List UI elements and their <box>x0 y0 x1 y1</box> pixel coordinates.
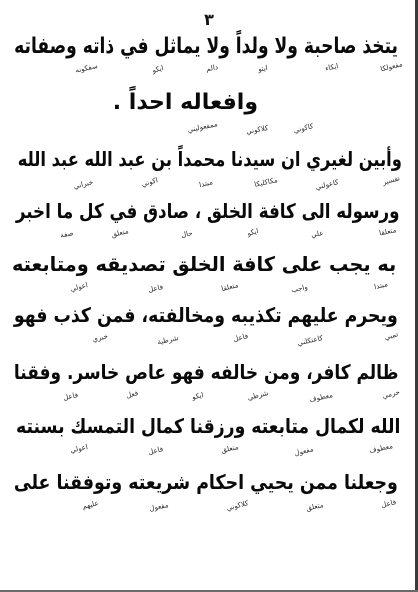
gloss-7-4: ايكو <box>191 391 204 402</box>
gloss-8-4: فاعل <box>147 445 164 457</box>
gloss-1-5: ايكو <box>150 64 164 75</box>
gloss-3-3: مكاكليكا <box>254 176 279 189</box>
gloss-6-3: فاعل <box>232 332 249 344</box>
gloss-4-1: متعلقا <box>378 226 397 238</box>
gloss-2-3: كاكوني <box>292 122 314 135</box>
gloss-8-1: معطوف <box>368 442 394 455</box>
gloss-4-4: حال <box>180 229 194 240</box>
text-line-3: وأبين لغيري ان سيدنا محمداً بن عبد الله عبد الله <box>17 147 402 171</box>
gloss-9-4: مفعول <box>148 501 169 513</box>
gloss-9-3: كلاكوني <box>225 499 249 513</box>
gloss-6-1: تمبي <box>383 330 400 342</box>
text-line-5: به يجب على كافة الخلق تصديقه ومتابعته <box>11 252 396 276</box>
text-line-2: وافعاله احداً . <box>112 90 258 115</box>
text-line-7: ظالم كافر، ومن خالفه فهو عاص خاسر. وفقنا <box>13 360 398 384</box>
gloss-6-5: خبري <box>91 332 109 344</box>
gloss-1-4: دالم <box>205 63 219 74</box>
gloss-4-3: ايكو <box>245 227 259 238</box>
gloss-2-1: ممفعوليني <box>187 120 219 135</box>
gloss-7-1: حرمي <box>381 388 401 401</box>
page-number: ٣ <box>204 10 214 29</box>
gloss-5-4: فاعل <box>147 283 164 295</box>
gloss-8-2: مفعول <box>293 445 314 458</box>
gloss-9-1: فاعل <box>380 498 397 510</box>
gloss-4-6: صفة <box>59 229 74 240</box>
text-line-9: وجعلنا ممن يحيي احكام شريعته وتوفقنا على <box>14 470 398 494</box>
gloss-3-6: خبراني <box>72 178 94 191</box>
gloss-1-2: ايكاء <box>324 62 339 73</box>
text-line-8: الله لكمال متابعته ورزقنا كمال التمسك بسنته <box>15 414 400 438</box>
gloss-8-5: اعولي <box>69 443 89 455</box>
gloss-7-6: فاعل <box>62 391 79 403</box>
gloss-7-3: شرطي <box>246 389 269 402</box>
gloss-5-2: واجب <box>290 283 309 295</box>
gloss-7-5: فعل <box>125 389 139 400</box>
gloss-8-3: متعلق <box>220 443 239 455</box>
text-line-4: ورسوله الى كافة الخلق ، صادق في كل ما اخبر <box>16 199 400 223</box>
gloss-1-6: سفكونه <box>75 62 99 75</box>
gloss-5-3: متعلقا <box>220 281 239 294</box>
text-line-6: ويحرم عليهم تكذيبه ومخالفته، فمن كذب فهو <box>14 303 398 327</box>
gloss-3-5: اكوني <box>140 176 160 189</box>
text-line-1: يتخذ صاحبة ولا ولداً ولا يماثل في ذاته وصفاته <box>14 34 398 59</box>
gloss-2-2: كلاكوني <box>245 124 269 136</box>
gloss-1-3: ايتو <box>257 64 269 74</box>
gloss-9-2: متعلق <box>305 501 324 513</box>
gloss-3-1: تفسير <box>381 174 402 187</box>
gloss-1-1: مفعولكا <box>379 60 403 74</box>
gloss-5-1: مبتدا <box>373 280 389 292</box>
gloss-3-4: مبتدا <box>198 178 214 190</box>
gloss-4-2: علي <box>310 229 324 240</box>
gloss-6-2: كاعتكلني <box>296 334 324 348</box>
gloss-4-5: متعلق <box>110 227 129 240</box>
gloss-5-5: اعولي <box>69 281 89 294</box>
gloss-6-4: شرطية <box>156 334 179 347</box>
gloss-3-2: كاعولني <box>314 178 339 192</box>
gloss-9-5: عليهم <box>81 499 99 511</box>
gloss-7-2: معطوف <box>308 391 334 404</box>
